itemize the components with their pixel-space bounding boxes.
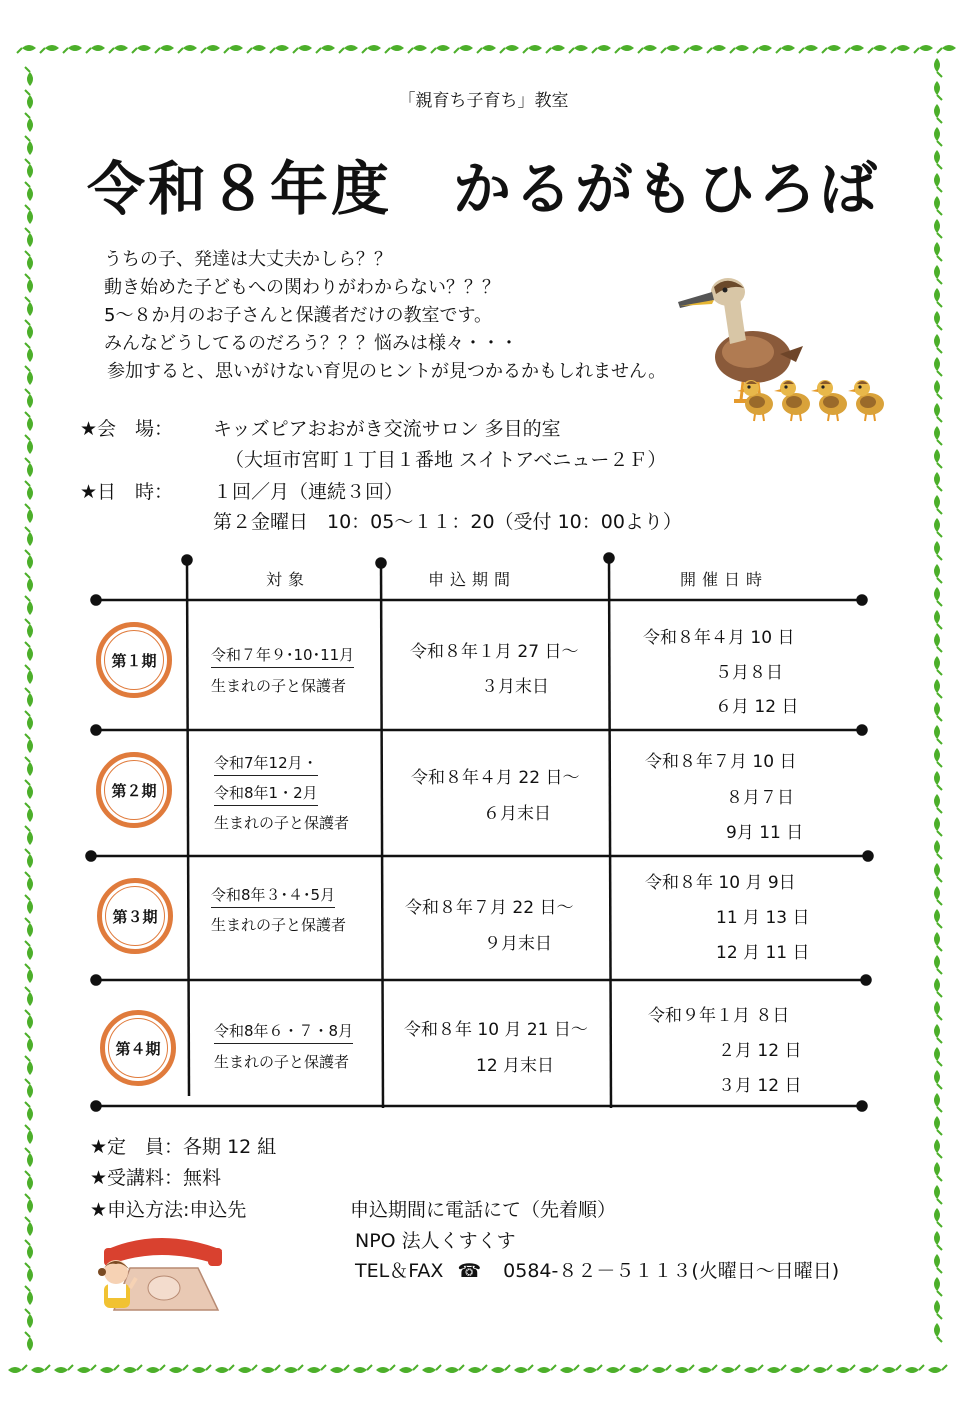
fee: ★受講料：無料 xyxy=(90,1167,222,1189)
column-header-target: 対象 xyxy=(266,570,311,589)
time-detail: 第２金曜日 10：05～１１：20（受付 10：00より） xyxy=(213,511,682,533)
target-suffix: 生まれの子と保護者 xyxy=(214,1053,350,1071)
time-label: ★日 時： xyxy=(80,481,174,503)
target-line: 令和7年12月・ xyxy=(214,752,318,776)
intro-line: 5～８か月のお子さんと保護者だけの教室です。 xyxy=(104,305,493,326)
event-date: ５月８日 xyxy=(715,663,783,683)
event-date: 令和９年１月 ８日 xyxy=(648,1006,790,1026)
apply-start: 令和８年 10 月 21 日～ xyxy=(404,1020,588,1040)
apply-end: ６月末日 xyxy=(483,804,551,824)
event-date: ６月 12 日 xyxy=(715,697,799,717)
target-line: 令和8年３･４･5月 xyxy=(211,884,335,908)
target-suffix: 生まれの子と保護者 xyxy=(211,916,347,934)
subtitle: 「親育ち子育ち」教室 xyxy=(398,91,569,111)
target-suffix: 生まれの子と保護者 xyxy=(214,814,350,832)
apply-start: 令和８年４月 22 日～ xyxy=(411,768,580,788)
period-badge: 第１期 xyxy=(96,622,172,698)
contact-line xyxy=(355,1256,839,1283)
telephone-illustration xyxy=(92,1228,232,1318)
period-badge: 第２期 xyxy=(96,752,172,828)
capacity: ★定 員：各期 12 組 xyxy=(90,1136,277,1158)
event-date: 11 月 13 日 xyxy=(716,908,810,928)
event-date: 12 月 11 日 xyxy=(716,943,810,963)
phone-icon: ☎ xyxy=(457,1260,482,1282)
apply-end: ３月末日 xyxy=(481,677,549,697)
target-line: 令和8年６・７・8月 xyxy=(214,1020,353,1044)
intro-line: 参加すると、思いがけない育児のヒントが見つかるかもしれません。 xyxy=(107,361,667,382)
period-badge: 第３期 xyxy=(97,878,173,954)
event-date: ３月 12 日 xyxy=(718,1076,802,1096)
target-line: 令和8年1・2月 xyxy=(214,782,318,806)
intro-line: みんなどうしてるのだろう？？？悩みは様々・・・ xyxy=(104,333,518,354)
tel-number: 0584-８２－５１１３(火曜日～日曜日) xyxy=(503,1260,840,1282)
apply-method: ★申込方法:申込先 xyxy=(90,1199,247,1221)
event-date: 令和８年 10 月 9日 xyxy=(645,873,796,893)
tel-label: TEL＆FAX xyxy=(355,1260,444,1282)
apply-note: 申込期間に電話にて（先着順） xyxy=(350,1199,617,1221)
target-suffix: 生まれの子と保護者 xyxy=(211,677,347,695)
event-date: ８月７日 xyxy=(726,788,794,808)
period-badge: 第４期 xyxy=(100,1010,176,1086)
target-line: 令和７年９･10･11月 xyxy=(211,644,354,668)
event-date: ２月 12 日 xyxy=(718,1041,802,1061)
organization: NPO 法人くすくす xyxy=(355,1230,516,1252)
column-header-dates: 開催日時 xyxy=(680,570,769,589)
venue-name: キッズピアおおがき交流サロン 多目的室 xyxy=(213,418,561,440)
time-frequency: １回／月（連続３回） xyxy=(213,481,404,503)
apply-start: 令和８年７月 22 日～ xyxy=(405,898,574,918)
event-date: 9月 11 日 xyxy=(726,823,804,843)
column-header-apply-period: 申込期間 xyxy=(428,570,517,589)
event-date: 令和８年４月 10 日 xyxy=(643,628,795,648)
intro-line: 動き始めた子どもへの関わりがわからない？？？ xyxy=(104,277,500,298)
apply-start: 令和８年１月 27 日～ xyxy=(410,642,579,662)
venue-label: ★会 場： xyxy=(80,418,174,440)
intro-line: うちの子、発達は大丈夫かしら？？ xyxy=(104,249,392,270)
event-date: 令和８年７月 10 日 xyxy=(645,752,797,772)
apply-end: 12 月末日 xyxy=(476,1056,555,1076)
venue-address: （大垣市宮町１丁目１番地 スイトアベニュー２Ｆ） xyxy=(225,449,667,471)
apply-end: ９月末日 xyxy=(484,934,552,954)
page-title: 令和８年度 かるがもひろば xyxy=(86,155,880,223)
